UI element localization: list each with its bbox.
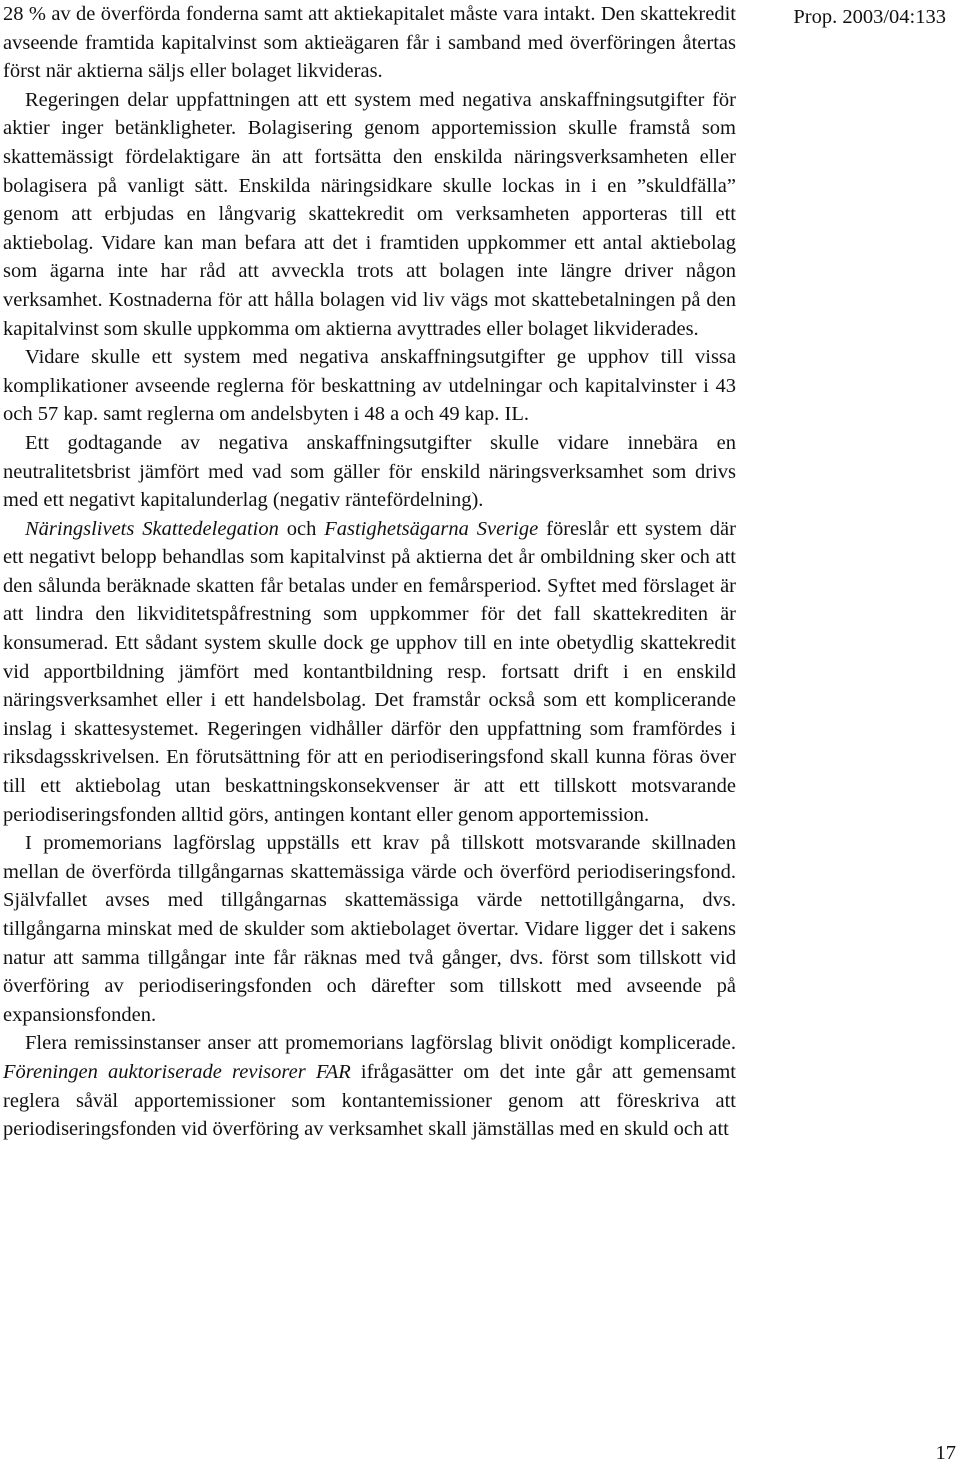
document-reference: Prop. 2003/04:133 — [793, 6, 946, 28]
page-number: 17 — [935, 1442, 956, 1464]
conjunction: och — [278, 517, 325, 540]
organization-name: Fastighetsägarna Sverige — [324, 517, 539, 540]
paragraph-text: Flera remissinstanser anser att promemorians lagförslag blivit onödigt komplicerade. — [25, 1032, 736, 1055]
body-text — [3, 0, 736, 1144]
paragraph-text: föreslår ett system där ett negativt belopp behandlas som kapitalvinst på aktierna det år ombildning sker och att den sålunda beräknade skatten får betalas under en femårsperiod. Syftet med förslaget är att lindra den likviditetspåfrestning som uppkommer för det fall skattekrediten är konsumerad. Ett sådant system skulle dock ge upphov till en inte obetydlig skattekredit vid apportbildning jämfört med kontantbildning resp. fortsatt drift i en enskild näringsverksamhet eller i ett handelsbolag. Det framstår också som ett komplicerande inslag i skattesystemet. Regeringen vidhåller därför den uppfattning som framfördes i riksdagsskrivelsen. En förutsättning för att en periodiseringsfond skall kunna föras över till ett aktiebolag utan beskattningskonsekvenser är att ett tillskott motsvarande periodiseringsfonden alltid görs, antingen kontant eller genom apportemission. — [3, 517, 736, 826]
organization-name: Näringslivets Skattedelegation — [25, 517, 279, 540]
paragraph-contribution-requirement: I promemorians lagförslag uppställs ett krav på tillskott motsvarande skillnaden mellan de överförda tillgångarnas skattemässiga värde och överförd periodiseringsfond. Självfallet avses med tillgångarnas skattemässiga värde nettotillgångarna, dvs. tillgångarna minskat med de skulder som aktiebolaget övertar. Vidare ligger det i sakens natur att samma tillgångar inte får räknas med två gånger, dvs. först som tillskott vid överföring av periodiseringsfonden och därefter som tillskott med avseende på expansionsfonden. — [3, 832, 736, 1026]
organization-name: Föreningen auktoriserade revisorer FAR — [3, 1060, 351, 1083]
paragraph-neutrality: Ett godtagande av negativa anskaffningsutgifter skulle vidare innebära en neutralitetsbrist jämfört med vad som gäller för enskild näringsverksamhet som drivs med ett negativt kapitalunderlag (negativ räntefördelning). — [3, 431, 736, 512]
paragraph-text: ifrågasätter om det inte går att gemensamt reglera såväl apportemissioner som kontantemissioner genom att föreskriva att periodiseringsfonden vid överföring av verksamhet skall jämställas med en skuld och att — [3, 1060, 737, 1141]
paragraph-referral-bodies — [3, 1029, 736, 1143]
paragraph-government-view: Regeringen delar uppfattningen att ett system med negativa anskaffningsutgifter för aktier inger betänkligheter. Bolagisering genom apportemission skulle framstå som skattemässigt fördelaktigare än att fortsätta den enskilda näringsverksamheten eller bolagisera på vanligt sätt. Enskilda näringsidkare skulle lockas in i en ”skuldfälla” genom att erbjudas en långvarig skattekredit om verksamheten apporteras till ett aktiebolag. Vidare kan man befara att det i framtiden uppkommer ett antal aktiebolag som ägarna inte har råd att avveckla trots att bolagen inte längre driver någon verksamhet. Kostnaderna för att hålla bolagen vid liv vägs mot skattebetalningen på den kapitalvinst som skulle uppkomma om aktierna avyttrades eller bolaget likviderades. — [3, 88, 736, 340]
paragraph-complications: Vidare skulle ett system med negativa anskaffningsutgifter ge upphov till vissa komplikationer avseende reglerna för beskattning av utdelningar och kapitalvinster i 43 och 57 kap. samt reglerna om andelsbyten i 48 a och 49 kap. IL. — [3, 346, 736, 426]
paragraph-continuation: 28 % av de överförda fonderna samt att aktiekapitalet måste vara intakt. Den skattekredit avseende framtida kapitalvinst som aktieägaren får i samband med överföringen återtas först när aktierna säljs eller bolaget likvideras. — [3, 3, 736, 83]
paragraph-proposal — [3, 515, 736, 830]
